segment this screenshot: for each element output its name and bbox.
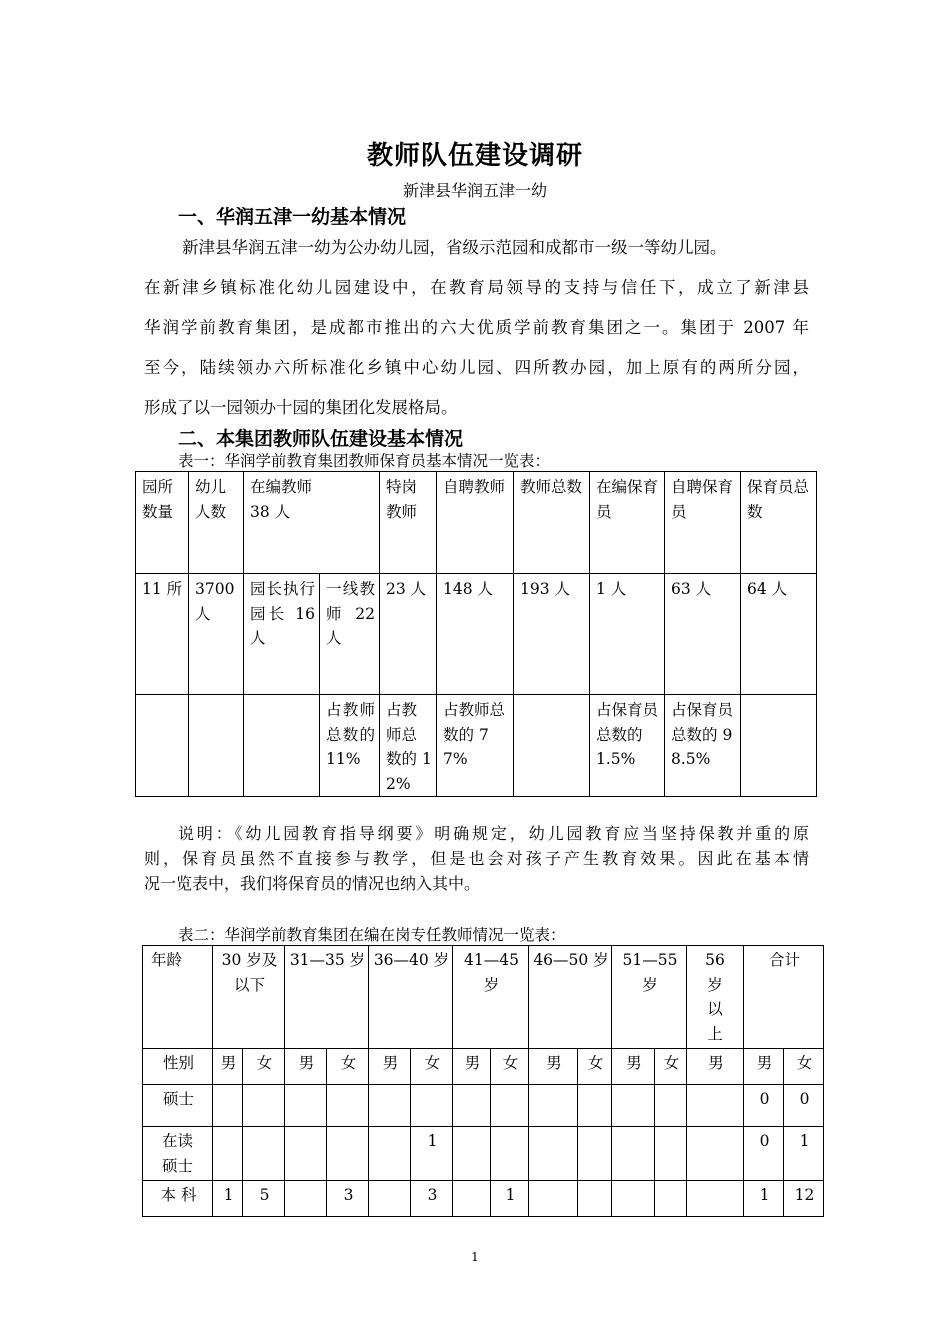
- table1-header-cell: 保育员总数: [741, 472, 817, 574]
- table1-header-cell: 在编保育员: [590, 472, 665, 574]
- page-title: 教师队伍建设调研: [366, 141, 583, 171]
- table2-cell: 3: [327, 1181, 369, 1217]
- table1-cell: 占教师总数的 11%: [320, 695, 380, 797]
- table1-header-cell: 自聘保育员: [665, 472, 741, 574]
- table2-row-bachelor: [143, 1181, 824, 1217]
- table1-cell: 占保育员总数的 1.5%: [590, 695, 665, 797]
- table2-cell: [285, 1181, 327, 1217]
- table2-age-label: 年龄: [143, 946, 213, 1049]
- table2-age-header: 56 岁以上: [687, 946, 744, 1049]
- table2-cell: [213, 1127, 243, 1181]
- table2-cell: [529, 1127, 578, 1181]
- table2-age-header: 30 岁及以下: [213, 946, 285, 1049]
- table2-cell: [285, 1127, 327, 1181]
- table2-age-header: 31—35 岁: [285, 946, 369, 1049]
- table2-cell: 3: [411, 1181, 453, 1217]
- table2-cell: 0: [744, 1085, 784, 1127]
- section1-heading: 一、华润五津一幼基本情况: [178, 206, 407, 228]
- table2-cell: [687, 1127, 744, 1181]
- section1-line: 新津县华润五津一幼为公办幼儿园，省级示范园和成都市一级一等幼儿园。: [182, 238, 727, 257]
- table2-row-label: 在读硕士: [143, 1127, 213, 1181]
- section1-paragraph: [144, 228, 809, 428]
- table2-cell: [655, 1181, 687, 1217]
- table2-gender-cell: 男: [285, 1049, 327, 1085]
- table1-cell: 占教师总数的 12%: [380, 695, 437, 797]
- table2-gender-cell: 女: [578, 1049, 612, 1085]
- table2-cell: [411, 1085, 453, 1127]
- table1-cell: [189, 695, 244, 797]
- table2-cell: [612, 1127, 655, 1181]
- table2-cell: [453, 1127, 491, 1181]
- table2-cell: 1: [784, 1127, 824, 1181]
- table2-cell: [578, 1181, 612, 1217]
- table2-cell: [243, 1085, 285, 1127]
- section1-line: 在新津乡镇标准化幼儿园建设中，在教育局领导的支持与信任下，成立了新津县: [144, 278, 809, 297]
- table2-age-header: 51—55 岁: [612, 946, 687, 1049]
- table2-cell: [369, 1127, 411, 1181]
- table2-cell: 1: [744, 1181, 784, 1217]
- table1-cell: 3700 人: [189, 574, 244, 695]
- table2-cell: [529, 1085, 578, 1127]
- table2-cell: 1: [213, 1181, 243, 1217]
- table2-cell: 0: [784, 1085, 824, 1127]
- table2-gender-cell: 女: [411, 1049, 453, 1085]
- table2-age-header: 46—50 岁: [529, 946, 612, 1049]
- table2-gender-cell: 女: [243, 1049, 285, 1085]
- table2-cell: 12: [784, 1181, 824, 1217]
- table2-cell: [285, 1085, 327, 1127]
- table2-row-label: 硕士: [143, 1085, 213, 1127]
- table2-cell: 1: [411, 1127, 453, 1181]
- table2-gender-cell: 男: [529, 1049, 578, 1085]
- table2-cell: [453, 1085, 491, 1127]
- table1-cell: 1 人: [590, 574, 665, 695]
- table2-cell: [327, 1085, 369, 1127]
- teacher-staff-table: [135, 471, 817, 797]
- page-number: 1: [471, 1250, 479, 1264]
- table2-cell: [655, 1127, 687, 1181]
- table2-gender-cell: 女: [784, 1049, 824, 1085]
- table2-cell: [369, 1181, 411, 1217]
- table2-gender-cell: 男: [744, 1049, 784, 1085]
- table1-cell: [514, 695, 590, 797]
- table1-cell: 64 人: [741, 574, 817, 695]
- table2-cell: 0: [744, 1127, 784, 1181]
- table2-gender-cell: 女: [655, 1049, 687, 1085]
- table2-gender-cell: 女: [491, 1049, 529, 1085]
- table2-cell: [612, 1085, 655, 1127]
- note-line: 说明：《幼儿园教育指导纲要》明确规定，幼儿园教育应当坚持保教并重的原: [178, 824, 809, 843]
- table2-cell: [453, 1181, 491, 1217]
- table2-gender-cell: 男: [687, 1049, 744, 1085]
- section2-heading: 二、本集团教师队伍建设基本情况: [178, 428, 464, 450]
- page-subtitle: 新津县华润五津一幼: [402, 181, 547, 200]
- table2-cell: [369, 1085, 411, 1127]
- table2-gender-label: 性别: [143, 1049, 213, 1085]
- table1-cell: 一线教师 22 人: [320, 574, 380, 695]
- table1-cell: [741, 695, 817, 797]
- table2-cell: [327, 1127, 369, 1181]
- table2-cell: [612, 1181, 655, 1217]
- table2-cell: [578, 1127, 612, 1181]
- table2-age-header: 36—40 岁: [369, 946, 453, 1049]
- table1-cell: 占保育员总数的 98.5%: [665, 695, 741, 797]
- table2-cell: [687, 1181, 744, 1217]
- table2-gender-cell: 男: [612, 1049, 655, 1085]
- table1-cell: 148 人: [437, 574, 514, 695]
- table1-caption: 表一：华润学前教育集团教师保育员基本情况一览表：: [178, 452, 551, 470]
- table2-cell: 1: [491, 1181, 529, 1217]
- table2-age-header: 41—45 岁: [453, 946, 529, 1049]
- table2-caption: 表二：华润学前教育集团在编在岗专任教师情况一览表：: [178, 926, 566, 944]
- section1-line: 形成了以一园领办十园的集团化发展格局。: [144, 398, 458, 417]
- table2-gender-cell: 男: [453, 1049, 491, 1085]
- table2-cell: [655, 1085, 687, 1127]
- table1-cell: 占教师总数的 77%: [437, 695, 514, 797]
- table2-row-masters: [143, 1085, 824, 1127]
- table1-percent-row: [136, 695, 817, 797]
- table2-cell: [491, 1085, 529, 1127]
- table2-row-masters-studying: [143, 1127, 824, 1181]
- table2-row-label: 本 科: [143, 1181, 213, 1217]
- table2-cell: [529, 1181, 578, 1217]
- table2-gender-cell: 男: [369, 1049, 411, 1085]
- table1-header-cell: 特岗教师: [380, 472, 437, 574]
- table2-cell: [491, 1127, 529, 1181]
- table1-cell: [136, 695, 189, 797]
- table2-gender-cell: 女: [327, 1049, 369, 1085]
- table1-header-cell: 在编教师 38 人: [244, 472, 380, 574]
- table2-cell: [213, 1085, 243, 1127]
- table2-cell: [578, 1085, 612, 1127]
- table1-cell: 193 人: [514, 574, 590, 695]
- table2-cell: [243, 1127, 285, 1181]
- table1-header-cell: 自聘教师: [437, 472, 514, 574]
- note-paragraph: [144, 821, 809, 896]
- table2-cell: 5: [243, 1181, 285, 1217]
- table1-cell: 23 人: [380, 574, 437, 695]
- table1-data-row: [136, 574, 817, 695]
- table1-header-cell: 园所数量: [136, 472, 189, 574]
- table2-cell: [687, 1085, 744, 1127]
- table2-gender-row: [143, 1049, 824, 1085]
- table1-cell: 园长执行园长 16 人: [244, 574, 320, 695]
- table1-cell: 63 人: [665, 574, 741, 695]
- section1-line: 至今，陆续领办六所标准化乡镇中心幼儿园、四所教办园，加上原有的两所分园，: [144, 358, 809, 377]
- table2-age-row: [143, 946, 824, 1049]
- note-line: 况一览表中，我们将保育员的情况也纳入其中。: [144, 874, 481, 893]
- note-line: 则，保育员虽然不直接参与教学，但是也会对孩子产生教育效果。因此在基本情: [144, 849, 809, 868]
- table1-header-row: [136, 472, 817, 574]
- table1-header-cell: 教师总数: [514, 472, 590, 574]
- table2-age-header: 合计: [744, 946, 824, 1049]
- table1-cell: [244, 695, 320, 797]
- table1-cell: 11 所: [136, 574, 189, 695]
- teacher-age-table: [142, 945, 824, 1217]
- section1-line: 华润学前教育集团，是成都市推出的六大优质学前教育集团之一。集团于 2007 年: [144, 318, 809, 337]
- table2-gender-cell: 男: [213, 1049, 243, 1085]
- table1-header-cell: 幼儿人数: [189, 472, 244, 574]
